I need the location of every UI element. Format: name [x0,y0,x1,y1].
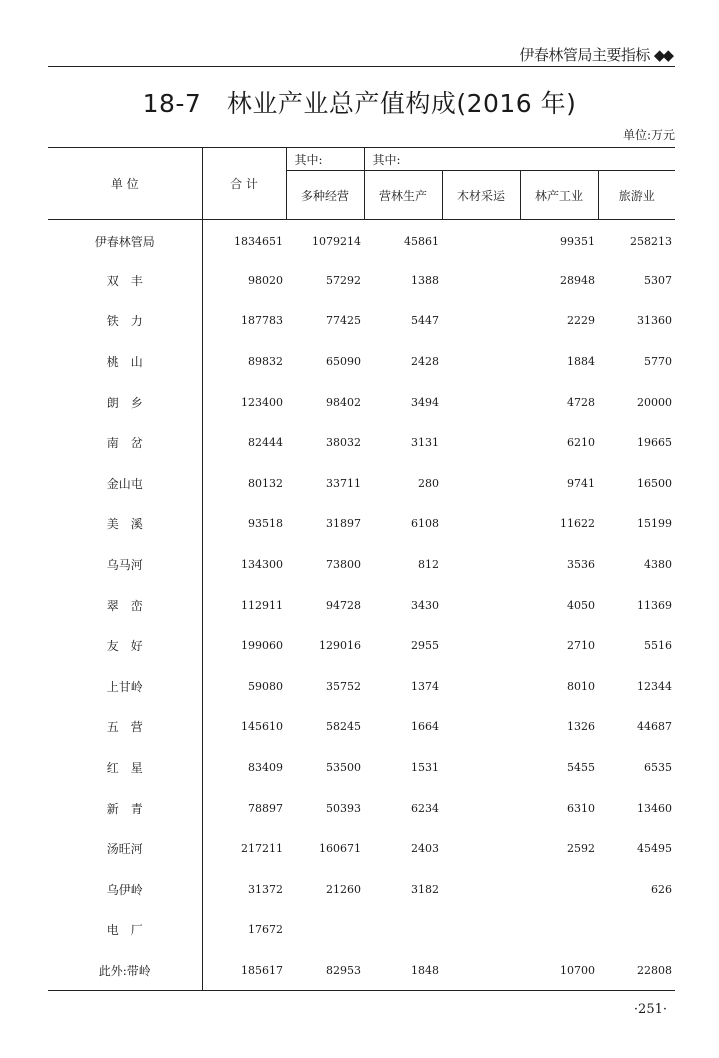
cell-forest-industry: 28948 [560,273,595,287]
table-row [48,910,675,951]
row-unit-name: 双 丰 [106,273,143,288]
cell-forest-industry: 6210 [567,436,595,450]
cell-forest-industry: 4050 [567,598,595,612]
cell-diversified: 77425 [326,314,361,328]
cell-afforestation: 1388 [411,273,439,287]
table-row [48,625,675,666]
cell-diversified: 50393 [326,801,361,815]
cell-afforestation: 1531 [411,761,439,775]
cell-total: 185617 [202,950,286,991]
table-row [48,341,675,382]
cell-tourism: 45495 [637,842,673,856]
cell-forest-industry: 8010 [567,679,595,693]
cell-total: 93518 [202,504,286,545]
diamond-icon: ◆◆ [653,45,671,64]
cell-logging [442,828,520,869]
col-header-of-which-2: 其中: [364,148,675,171]
cell-tourism: 22808 [598,950,675,991]
cell-total: 199060 [202,625,286,666]
page-number: ·251· [633,1002,667,1017]
cell-forest-industry: 1326 [567,720,595,734]
cell-diversified: 33711 [326,476,361,490]
cell-total: 31372 [202,869,286,910]
cell-tourism: 5770 [644,355,673,369]
cell-tourism: 258213 [630,235,673,249]
cell-afforestation: 1664 [411,720,439,734]
cell-afforestation: 3131 [411,436,439,450]
table-row [48,544,675,585]
row-unit-name: 翠 峦 [106,598,143,613]
cell-tourism: 6535 [644,761,673,775]
cell-forest-industry: 4728 [567,395,595,409]
cell-total: 187783 [202,301,286,342]
cell-forest-industry: 6310 [567,801,595,815]
cell-logging [442,788,520,829]
cell-logging [442,910,520,951]
table-row [48,504,675,545]
cell-forest-industry: 2710 [567,639,595,653]
cell-diversified: 38032 [326,436,361,450]
row-unit-name: 五 营 [106,720,143,735]
cell-logging [442,301,520,342]
cell-forest-industry [520,910,598,951]
cell-afforestation: 2955 [411,639,439,653]
col-header-diversified: 多种经营 [286,171,364,220]
cell-forest-industry: 2229 [567,314,595,328]
cell-total: 80132 [202,463,286,504]
cell-afforestation: 3430 [411,598,439,612]
cell-diversified: 160671 [319,842,361,856]
cell-diversified: 58245 [326,720,361,734]
cell-total: 83409 [202,747,286,788]
row-unit-name: 红 星 [106,761,143,776]
running-header [519,44,671,65]
cell-afforestation: 2428 [411,355,439,369]
row-unit-name: 此外:带岭 [48,950,202,991]
row-unit-name: 上甘岭 [106,679,143,694]
table-row [48,869,675,910]
cell-total: 134300 [202,544,286,585]
cell-diversified: 82953 [286,950,364,991]
row-unit-name: 铁 力 [106,314,143,329]
cell-afforestation [364,910,442,951]
cell-afforestation: 2403 [411,842,439,856]
cell-logging [442,260,520,301]
row-unit-name: 乌伊岭 [106,882,143,897]
col-header-logging: 木材采运 [442,171,520,220]
cell-logging [442,707,520,748]
cell-total: 17672 [202,910,286,951]
row-unit-name: 电 厂 [106,923,143,938]
cell-total: 98020 [202,260,286,301]
cell-afforestation: 280 [418,476,439,490]
cell-tourism: 15199 [637,517,673,531]
cell-total: 217211 [202,828,286,869]
unit-label: 单位:万元 [622,128,675,142]
row-unit-name: 友 好 [106,639,143,654]
cell-logging [442,422,520,463]
cell-diversified: 57292 [326,273,361,287]
row-unit-name: 汤旺河 [106,842,143,857]
cell-afforestation: 812 [418,558,439,572]
cell-logging [442,666,520,707]
cell-tourism: 626 [651,882,673,896]
col-header-total: 合 计 [202,148,286,220]
row-unit-name: 乌马河 [106,558,143,573]
cell-diversified: 73800 [326,558,361,572]
table-row [48,301,675,342]
cell-total: 145610 [202,707,286,748]
row-unit-name: 美 溪 [106,517,143,532]
cell-logging [442,950,520,991]
cell-tourism [598,910,675,951]
cell-forest-industry [520,869,598,910]
cell-logging [442,544,520,585]
cell-tourism: 31360 [637,314,673,328]
cell-logging [442,220,520,261]
row-unit-name: 桃 山 [106,355,143,370]
row-unit-name: 新 青 [106,801,143,816]
table-row [48,220,675,261]
cell-tourism: 19665 [637,436,673,450]
table-row [48,950,675,991]
cell-diversified: 94728 [326,598,361,612]
cell-total: 1834651 [202,220,286,261]
cell-diversified [286,910,364,951]
page-title: 18-7 林业产业总产值构成(2016 年) [142,89,577,118]
cell-tourism: 5516 [644,639,673,653]
cell-forest-industry: 3536 [567,558,595,572]
cell-afforestation: 1848 [364,950,442,991]
cell-diversified: 1079214 [312,235,361,249]
cell-total: 112911 [202,585,286,626]
row-unit-name: 伊春林管局 [94,235,155,250]
cell-afforestation: 3494 [411,395,439,409]
cell-total: 78897 [202,788,286,829]
table-row [48,422,675,463]
cell-logging [442,382,520,423]
row-unit-name: 南 岔 [106,436,143,451]
cell-diversified: 53500 [326,761,361,775]
table-row [48,463,675,504]
cell-tourism: 4380 [644,558,673,572]
cell-forest-industry: 99351 [560,235,595,249]
table-row [48,260,675,301]
row-unit-name: 金山屯 [106,476,143,491]
cell-forest-industry: 11622 [560,517,595,531]
cell-forest-industry: 1884 [567,355,595,369]
table-row [48,828,675,869]
col-header-afforestation: 营林生产 [364,171,442,220]
cell-tourism: 13460 [637,801,673,815]
cell-diversified: 129016 [319,639,361,653]
cell-forest-industry: 2592 [567,842,595,856]
cell-afforestation: 6234 [411,801,439,815]
cell-logging [442,625,520,666]
row-unit-name: 朗 乡 [106,395,143,410]
table-row [48,382,675,423]
cell-forest-industry: 5455 [567,761,595,775]
cell-diversified: 98402 [326,395,361,409]
cell-total: 89832 [202,341,286,382]
cell-logging [442,869,520,910]
cell-diversified: 21260 [326,882,361,896]
cell-logging [442,341,520,382]
cell-tourism: 5307 [644,273,673,287]
cell-diversified: 65090 [326,355,361,369]
cell-logging [442,585,520,626]
header-rule [48,66,675,67]
cell-total: 82444 [202,422,286,463]
cell-total: 123400 [202,382,286,423]
table-row [48,707,675,748]
col-header-tourism: 旅游业 [598,171,675,220]
cell-afforestation: 45861 [404,235,439,249]
col-header-unit: 单 位 [48,148,202,220]
cell-forest-industry: 10700 [520,950,598,991]
cell-tourism: 11369 [637,598,673,612]
cell-afforestation: 6108 [411,517,439,531]
cell-afforestation: 5447 [411,314,439,328]
cell-tourism: 44687 [637,720,673,734]
cell-total: 59080 [202,666,286,707]
table-row [48,788,675,829]
cell-diversified: 35752 [326,679,361,693]
cell-afforestation: 1374 [411,679,439,693]
cell-afforestation: 3182 [411,882,439,896]
col-header-forest-industry: 林产工业 [520,171,598,220]
cell-logging [442,747,520,788]
running-header-text: 伊春林管局主要指标 [519,46,650,64]
cell-tourism: 20000 [637,395,673,409]
cell-logging [442,463,520,504]
cell-logging [442,504,520,545]
forestry-output-table [48,147,675,991]
cell-forest-industry: 9741 [567,476,595,490]
table-row [48,666,675,707]
col-header-of-which-1: 其中: [286,148,364,171]
cell-tourism: 16500 [637,476,673,490]
cell-diversified: 31897 [326,517,361,531]
cell-tourism: 12344 [637,679,673,693]
table-row [48,747,675,788]
table-row [48,585,675,626]
